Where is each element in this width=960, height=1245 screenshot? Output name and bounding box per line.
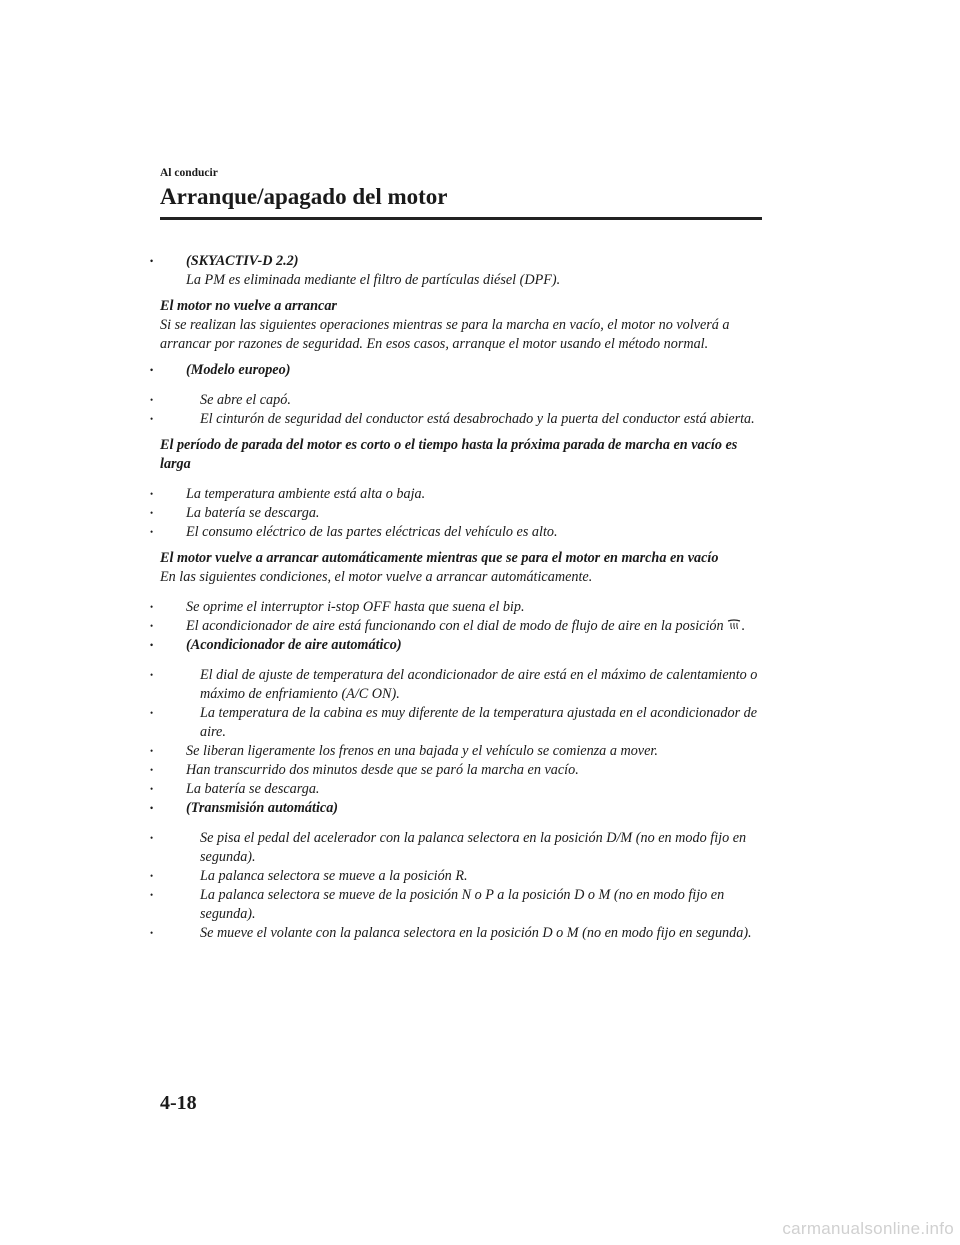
bullet-european-item: • Se abre el capó. <box>160 391 762 410</box>
bullet-european-item: • El cinturón de seguridad del conductor está desabrochado y la puerta del conductor está abierta. <box>160 410 762 429</box>
watermark: carmanualsonline.info <box>782 1219 954 1238</box>
bullet-auto-trans-item: • Se pisa el pedal del acelerador con la palanca selectora en la posición D/M (no en modo fijo en segunda). <box>160 829 762 867</box>
bullet-auto-ac-label: • (Acondicionador de aire automático) <box>160 636 762 655</box>
skyactiv-text: La PM es eliminada mediante el filtro de partículas diésel (DPF). <box>186 272 561 288</box>
bullet-auto-restart-item-ac <box>160 617 762 636</box>
bullet-more-item: • La batería se descarga. <box>160 780 762 799</box>
ac-item-text-end: . <box>741 618 746 634</box>
bullet-auto-trans-label: • (Transmisión automática) <box>160 799 762 818</box>
bullet-auto-ac-item: • La temperatura de la cabina es muy diferente de la temperatura ajustada en el acondicionador de aire. <box>160 704 762 742</box>
bullet-auto-restart-item: • Se oprime el interruptor i-stop OFF hasta que suena el bip. <box>160 598 762 617</box>
document-body <box>160 252 762 943</box>
auto-restart-heading: El motor vuelve a arrancar automáticamente mientras que se para el motor en marcha en vacío <box>160 550 719 566</box>
page-number: 4-18 <box>160 1092 197 1114</box>
bullet-short-stop-item: • El consumo eléctrico de las partes eléctricas del vehículo es alto. <box>160 523 762 542</box>
windshield-defroster-icon <box>727 619 741 631</box>
bullet-short-stop-item: • La batería se descarga. <box>160 504 762 523</box>
short-stop-heading: El período de parada del motor es corto o el tiempo hasta la próxima parada de marcha en vacío es larga <box>160 437 738 472</box>
title-divider <box>160 217 762 220</box>
auto-restart-paragraph: En las siguientes condiciones, el motor vuelve a arrancar automáticamente. <box>160 569 593 585</box>
section-label: Al conducir <box>160 167 218 179</box>
bullet-skyactiv-label: • (SKYACTIV-D 2.2) <box>160 252 762 271</box>
bullet-auto-ac-item: • El dial de ajuste de temperatura del acondicionador de aire está en el máximo de calentamiento o máximo de enfriamiento (A/C ON). <box>160 666 762 704</box>
page-header <box>160 166 762 220</box>
bullet-auto-trans-item: • La palanca selectora se mueve a la posición R. <box>160 867 762 886</box>
bullet-auto-trans-item: • Se mueve el volante con la palanca selectora en la posición D o M (no en modo fijo en segunda). <box>160 924 762 943</box>
bullet-auto-trans-item: • La palanca selectora se mueve de la posición N o P a la posición D o M (no en modo fijo en segunda). <box>160 886 762 924</box>
bullet-more-item: • Se liberan ligeramente los frenos en una bajada y el vehículo se comienza a mover. <box>160 742 762 761</box>
no-restart-paragraph: Si se realizan las siguientes operaciones mientras se para la marcha en vacío, el motor no volverá a arrancar por razones de seguridad. En esos casos, arranque el motor usando el método normal. <box>160 317 730 352</box>
bullet-european-label: • (Modelo europeo) <box>160 361 762 380</box>
ac-item-text: El acondicionador de aire está funcionando con el dial de modo de flujo de aire en la posición <box>186 618 724 634</box>
bullet-short-stop-item: • La temperatura ambiente está alta o baja. <box>160 485 762 504</box>
page-title: Arranque/apagado del motor <box>160 184 448 209</box>
no-restart-heading: El motor no vuelve a arrancar <box>160 298 337 314</box>
bullet-more-item: • Han transcurrido dos minutos desde que se paró la marcha en vacío. <box>160 761 762 780</box>
